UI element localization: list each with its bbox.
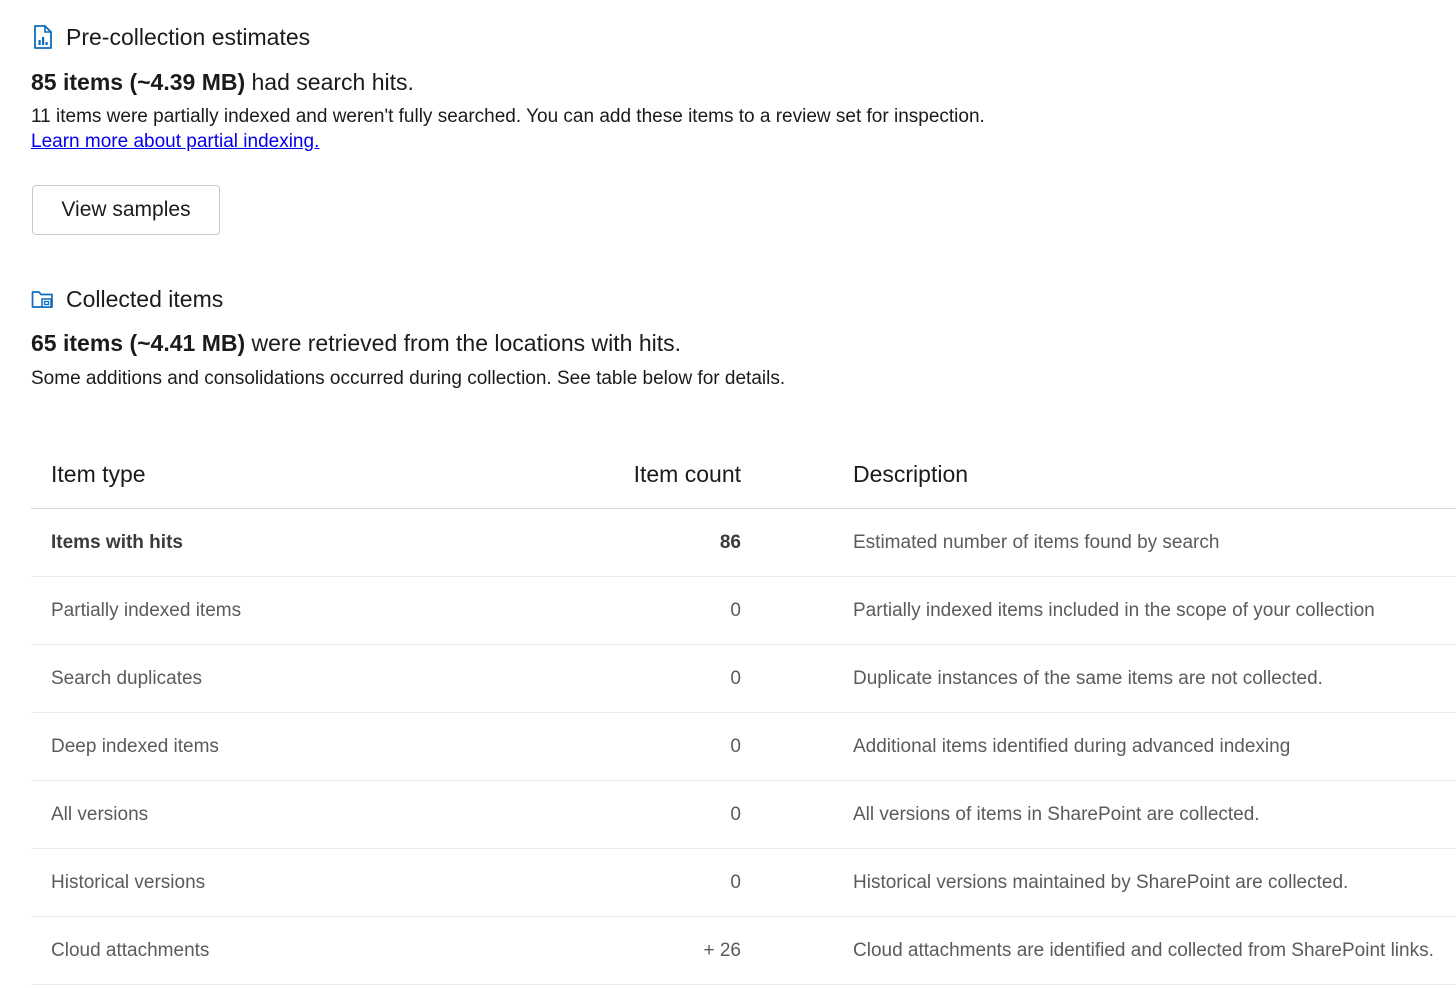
precollection-summary-count: 85 items (~4.39 MB) [31,69,246,95]
table-row[interactable] [31,645,1456,713]
table-row[interactable] [31,917,1456,985]
item-type-cell: Search duplicates [31,645,571,713]
table-row[interactable] [31,577,1456,645]
collected-summary [31,330,681,357]
item-type-cell: Deep indexed items [31,713,571,781]
item-count-cell: 0 [571,713,853,781]
description-cell: Additional items identified during advanced indexing [853,713,1456,781]
report-icon [31,24,55,50]
item-type-cell: Items with hits [31,509,571,577]
item-count-cell: 0 [571,645,853,713]
item-count-cell: 0 [571,849,853,917]
table-row[interactable] [31,781,1456,849]
item-type-cell: Cloud attachments [31,917,571,985]
description-cell: Duplicate instances of the same items are not collected. [853,645,1456,713]
collection-details-note: Some additions and consolidations occurred during collection. See table below for details. [31,368,786,389]
table-row[interactable] [31,509,1456,577]
description-cell: Historical versions maintained by SharePoint are collected. [853,849,1456,917]
collected-header [31,284,223,314]
item-type-cell: Historical versions [31,849,571,917]
column-header-item-type[interactable]: Item type [31,440,571,509]
collected-summary-count: 65 items (~4.41 MB) [31,330,246,356]
item-count-cell: 0 [571,577,853,645]
item-type-table [31,440,1456,985]
folder-collection-icon [31,286,55,312]
table-row[interactable] [31,713,1456,781]
precollection-summary [31,69,414,96]
description-cell: Partially indexed items included in the scope of your collection [853,577,1456,645]
item-type-cell: All versions [31,781,571,849]
item-count-cell: 0 [571,781,853,849]
view-samples-button[interactable]: View samples [32,185,220,235]
precollection-header [31,22,310,52]
precollection-summary-text: had search hits. [245,69,414,95]
partial-indexing-link[interactable]: Learn more about partial indexing. [31,131,320,152]
description-cell: All versions of items in SharePoint are collected. [853,781,1456,849]
description-cell: Estimated number of items found by search [853,509,1456,577]
collected-title: Collected items [66,285,224,312]
table-header-row [31,440,1456,509]
column-header-description[interactable]: Description [853,440,1456,509]
item-count-cell: 86 [571,509,853,577]
item-type-cell: Partially indexed items [31,577,571,645]
item-count-cell: + 26 [571,917,853,985]
table-row[interactable] [31,849,1456,917]
column-header-item-count[interactable]: Item count [571,440,853,509]
precollection-title: Pre-collection estimates [66,23,311,50]
collected-summary-text: were retrieved from the locations with hits. [245,330,682,356]
description-cell: Cloud attachments are identified and collected from SharePoint links. [853,917,1456,985]
partial-index-note: 11 items were partially indexed and weren't fully searched. You can add these items to a review set for inspection. [31,106,985,127]
